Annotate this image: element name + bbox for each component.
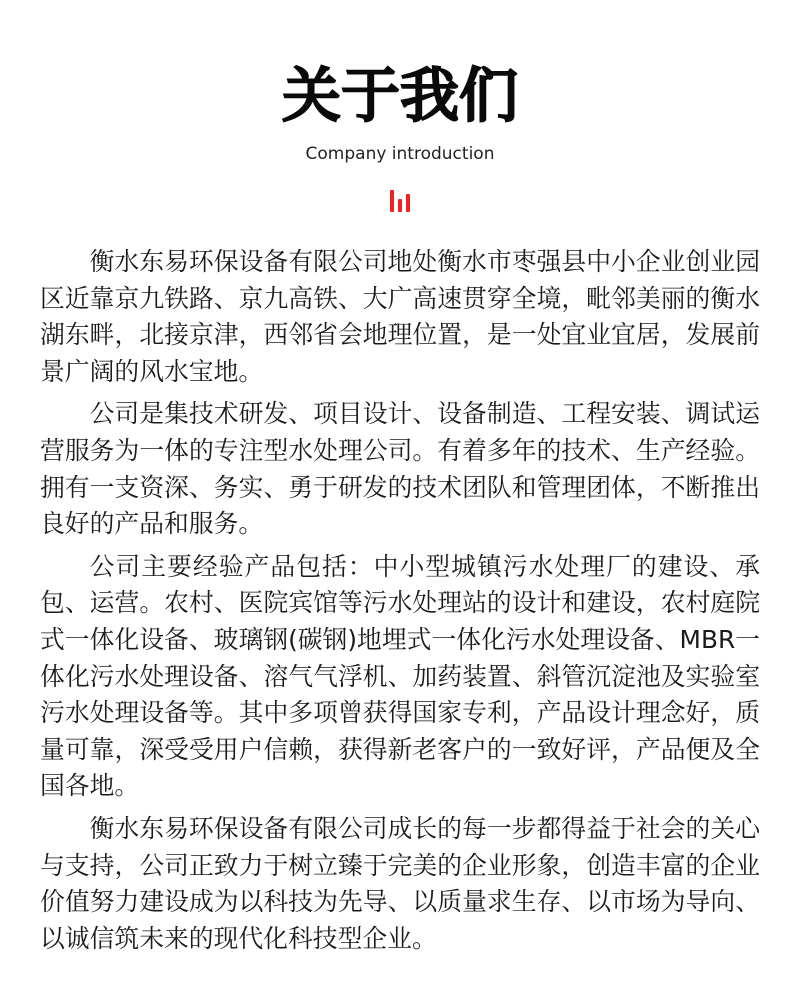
bar-chart-icon xyxy=(388,188,412,212)
intro-paragraph-products: 公司主要经验产品包括：中小型城镇污水处理厂的建设、承包、运营。农村、医院宾馆等污水处理站的设计和建设，农村庭院式一体化设备、玻璃钢(碳钢)地埋式一体化污水处理设备、MBR一体化污水处理设备、溶气气浮机、加药装置、斜管沉淀池及实验室污水处理设备等。其中多项曾获得国家专利，产品设计理念好，质量可靠，深受受用户信赖，获得新老客户的一致好评，产品便及全国各地。 xyxy=(40,551,760,801)
page-title: 关于我们 xyxy=(281,61,518,130)
intro-paragraph-location: 衡水东易环保设备有限公司地处衡水市枣强县中小企业创业园区近靠京九铁路、京九高铁、大广高速贯穿全境，毗邻美丽的衡水湖东畔，北接京津，西邻省会地理位置，是一处宜业宜居，发展前景广阔的风水宝地。 xyxy=(40,247,760,386)
company-introduction-body xyxy=(40,244,760,963)
bar-middle xyxy=(398,199,402,212)
intro-paragraph-mission: 衡水东易环保设备有限公司成长的每一步都得益于社会的关心与支持，公司正致力于树立臻于完美的企业形象，创造丰富的企业价值努力建设成为以科技为先导、以质量求生存、以市场为导向、以诚信筑未来的现代化科技型企业。 xyxy=(40,813,760,953)
bar-right xyxy=(406,194,410,212)
page-subtitle: Company introduction xyxy=(305,144,495,164)
bar-left xyxy=(390,190,394,212)
intro-paragraph-services: 公司是集技术研发、项目设计、设备制造、工程安装、调试运营服务为一体的专注型水处理公司。有着多年的技术、生产经验。拥有一支资深、务实、勇于研发的技术团队和管理团体，不断推出良好的产品和服务。 xyxy=(40,399,760,539)
